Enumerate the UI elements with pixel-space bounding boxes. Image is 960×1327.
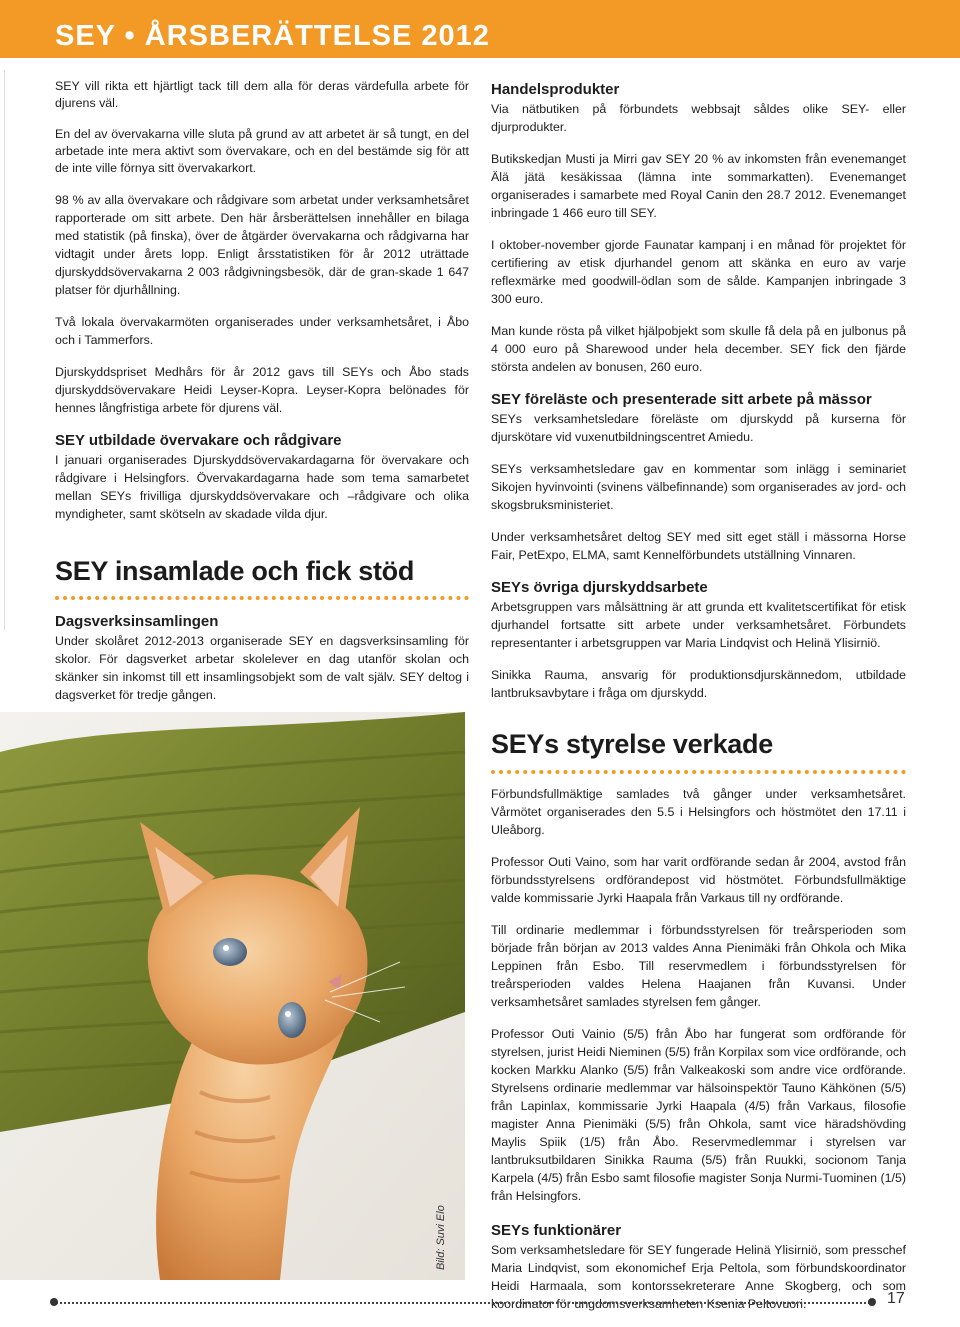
heading-other-work: SEYs övriga djurskyddsarbete [491,579,708,596]
left-column [55,78,469,537]
section-heading-fundraising: SEY insamlade och fick stöd [55,556,415,586]
paragraph-lectures-amiedu: SEYs verksamhetsledare föreläste om djurskydd på kurserna för djurskötare vid vuxenutbildningscentret Amiedu. [491,412,906,444]
margin-rule [4,70,5,630]
section-heading-board: SEYs styrelse verkade [491,729,773,759]
heading-dagsverk: Dagsverksinsamlingen [55,613,219,630]
heading-staff: SEYs funktionärer [491,1222,622,1239]
dagsverk-section [55,612,469,718]
paragraph-thanks: SEY vill rikta ett hjärtligt tack till dem alla för deras värdefulla arbete för djurens väl. [55,79,469,110]
dotted-divider [491,770,906,774]
paragraph-board-composition: Professor Outi Vainio (5/5) från Åbo har fungerat som ordförande för styrelsen, jurist Heidi Nieminen (5/5) från Korpilax som vice ordförande, och kocken Markku Alanko (5/5) från Valkeakoski som andre vice ordförande. Styrelsens ordinarie medlemmar var hälsoinspektör Tauno Kähkönen (5/5) från Lapinlax, kommissarie Jyrki Haapala (4/5) från Varkaus, filosofie magister Anna Pienimäki (5/5) från Ohkola, samt vice häradshövding Maylis Spiik (1/5) från Åbo. Reservmedlemmar i styrelsen var lantbruksutbildaren Sinikka Rauma (5/5) från Ruukki, socionom Tanja Karpela (4/5) från Esbo samt filosofie magister Sonja Nurmi-Tuominen (1/5) från Helsingfors. [491,1027,906,1203]
heading-products: Handelsprodukter [491,81,620,98]
paragraph-statistics: 98 % av alla övervakare och rådgivare som arbetat under verksamhetsåret rapporterade om sitt arbete. Den här årsberättelsen innehåller en bilaga med statistik (på finska), över de åtgärder övervakarna och rådgivarna har vidtagit under årets lopp. Enligt årsstatistiken för år 2012 uträttade djurskyddsövervakarna 2 003 rådgivningsbesök, där de gran-skade 1 647 platser för djurhållning. [55,193,469,297]
paragraph-board-members: Till ordinarie medlemmar i förbundsstyrelsen för treårsperioden som började från början av 2013 valdes Anna Pienimäki från Ohkola och Mika Leppinen från Esbo. Till reservmedlem i förbundsstyrelsen för treårsperioden valdes Helena Haajanen från Kuvansi. Under verksamhetsåret samlades styrelsen fem gånger. [491,923,906,1009]
paragraph-other-training: Sinikka Rauma, ansvarig för produktionsdjurskännedom, utbildade lantbruksavbytare i fråga om djurskydd. [491,668,906,700]
paragraph-training: I januari organiserades Djurskyddsövervakardagarna för övervakare och rådgivare i Helsingfors. Övervakardagarna hade som tema samarbetet mellan SEYs frivilliga djurskyddsövervakare och –rådgivare och olika myndigheter, samt skötseln av skadade vilda djur. [55,453,469,521]
paragraph-products-webshop: Via nätbutiken på förbundets webbsajt såldes olike SEY- eller djurprodukter. [491,102,906,134]
paragraph-products-musti: Butikskedjan Musti ja Mirri gav SEY 20 % av inkomsten från evenemanget Älä jätä kesäkissaa (lämna inte sommarkatten). Evenemanget organiserades i samarbete med Royal Canin den 28.7 2012. Evenemanget inbringade 1 466 euro till SEY. [491,152,906,220]
paragraph-lectures-seminar: SEYs verksamhetsledare gav en kommentar som inlägg i seminariet Sikojen hyvinvointi (svinens välbefinnande) som organiserades av jord- och skogsbruksministeriet. [491,462,906,512]
page-title: SEY • ÅRSBERÄTTELSE 2012 [55,20,490,52]
right-column [491,80,906,716]
footer-dot-left [50,1298,58,1306]
paragraph-prize: Djurskyddspriset Medhårs för år 2012 gavs till SEYs och Åbo stads djurskyddsövervakare Heidi Leyser-Kopra. Leyser-Kopra belönades för hennes långfristiga arbete för djurens väl. [55,365,469,415]
page-number: 17 [887,1290,905,1307]
paragraph-staff: Som verksamhetsledare för SEY fungerade Helinä Ylisirniö, som presschef Maria Lindqvist, som ekonomichef Erja Peltola, som förbundskoordinator Heidi Harmaala, som kontorssekreterare Anne Skogberg, och som koordinator för ungdomsverksamheten Ksenia Peltovuori. [491,1243,906,1311]
kitten-photo [0,712,465,1280]
paragraph-products-faunatar: I oktober-november gjorde Faunatar kampanj i en månad för projektet för certifiering av etisk djurhandel genom att skänka en euro av varje reflexmärke med goodwill-ödlan som de sålde. Kampanjen inbringade 3 300 euro. [491,238,906,306]
paragraph-meetings: Två lokala övervakarmöten organiserades under verksamhetsåret, i Åbo och i Tammerfors. [55,315,469,347]
heading-training: SEY utbildade övervakare och rådgivare [55,432,342,449]
photo-credit: Bild: Suvi Elo [435,1205,447,1270]
paragraph-other-certificate: Arbetsgruppen vars målsättning är att grunda ett kvalitetscertifikat för etisk djurhandel fortsatte sitt arbete under verksamhetsåret. Förbundets representanter i arbetsgruppen var Maria Lindqvist och Helinä Ylisirniö. [491,600,906,650]
heading-lectures: SEY föreläste och presenterade sitt arbete på mässor [491,391,872,408]
paragraph-products-sharewood: Man kunde rösta på vilket hjälpobjekt som skulle få dela på en julbonus på 4 000 euro på Sharewood under hela december. SEY fick den fjärde största andelen av bonusen, 260 euro. [491,324,906,374]
paragraph-lectures-fairs: Under verksamhetsåret deltog SEY med sitt eget ställ i mässorna Horse Fair, PetExpo, ELMA, samt Kennelförbundets utställning Vinnaren. [491,530,906,562]
board-section [491,785,906,1327]
paragraph-dagsverk: Under skolåret 2012-2013 organiserade SEY en dagsverksinsamling för skolor. För dagsverket arbetar skolelever en dag utanför skolan och skänker sin inkomst till ett insamlingsobjekt som de valt själv. SEY deltog i dagsverket för tredje gången. [55,634,469,702]
paragraph-board-meetings: Förbundsfullmäktige samlades två gånger under verksamhetsåret. Vårmötet organiserades den 5.5 i Helsingfors och höstmötet den 17.11 i Uleåborg. [491,787,906,837]
footer-dot-right [868,1298,876,1306]
paragraph-board-chair: Professor Outi Vaino, som har varit ordförande sedan år 2004, avstod från förbundsstyrelsens ordförandepost vid höstmötet. Förbundsfullmäktige valde kommissarie Jyrki Haapala från Varkaus till ny ordförande. [491,855,906,905]
paragraph-quit: En del av övervakarna ville sluta på grund av att arbetet är så tungt, en del arbetade inte mera aktivt som övervakare, och en del bestämde sig för att de inte ville förnya sitt övervakarkort. [55,127,469,175]
dotted-divider [55,596,469,600]
footer-dotted-line [52,1302,870,1304]
